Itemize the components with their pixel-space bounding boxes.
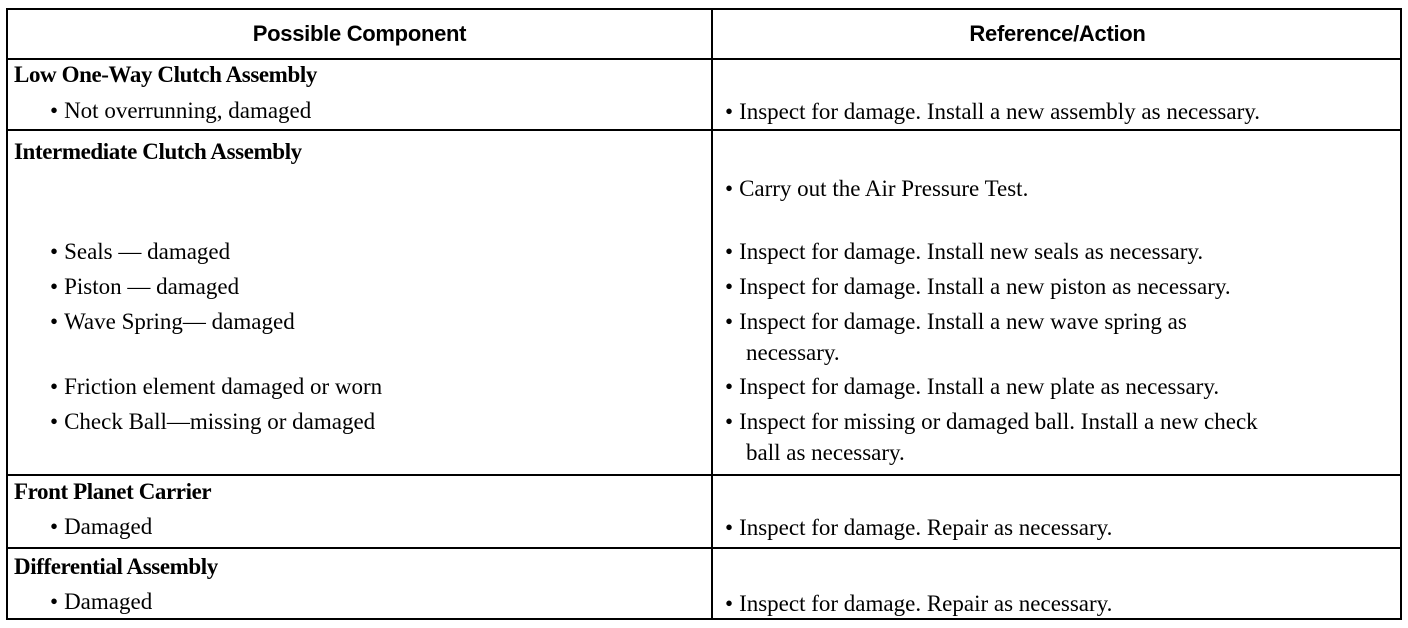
component-item: • Friction element damaged or worn (50, 372, 382, 402)
component-item: • Seals — damaged (50, 237, 230, 267)
section-rule (8, 129, 1400, 131)
component-item: • Check Ball—missing or damaged (50, 407, 375, 437)
action-item: • Inspect for missing or damaged ball. Install a new check (725, 407, 1258, 437)
action-preface: • Carry out the Air Pressure Test. (725, 174, 1028, 204)
action-item-continued: ball as necessary. (746, 440, 905, 465)
action-item: • Inspect for damage. Install a new wave spring as (725, 307, 1187, 337)
component-item: • Piston — damaged (50, 272, 239, 302)
section-title-intermediate-clutch: Intermediate Clutch Assembly (14, 139, 302, 164)
action-item-continued: necessary. (746, 340, 840, 365)
section-rule (8, 474, 1400, 476)
diagnosis-table (6, 8, 1402, 620)
section-title-differential-assembly: Differential Assembly (14, 554, 218, 579)
action-item: • Inspect for damage. Repair as necessary. (725, 589, 1112, 619)
section-rule (8, 547, 1400, 549)
section-title-low-one-way-clutch: Low One-Way Clutch Assembly (14, 62, 317, 87)
component-item: • Damaged (50, 587, 152, 617)
action-item: • Inspect for damage. Install new seals as necessary. (725, 237, 1203, 267)
action-item: • Inspect for damage. Install a new piston as necessary. (725, 272, 1231, 302)
component-item: • Wave Spring— damaged (50, 307, 295, 337)
component-item: • Damaged (50, 512, 152, 542)
action-item: • Inspect for damage. Repair as necessary. (725, 513, 1112, 543)
component-item: • Not overrunning, damaged (50, 96, 311, 126)
action-item: • Inspect for damage. Install a new plate as necessary. (725, 372, 1219, 402)
header-reference-action: Reference/Action (969, 21, 1146, 46)
column-divider (711, 10, 713, 618)
section-title-front-planet-carrier: Front Planet Carrier (14, 479, 212, 504)
header-possible-component: Possible Component (252, 21, 467, 46)
action-item: • Inspect for damage. Install a new assembly as necessary. (725, 97, 1260, 127)
